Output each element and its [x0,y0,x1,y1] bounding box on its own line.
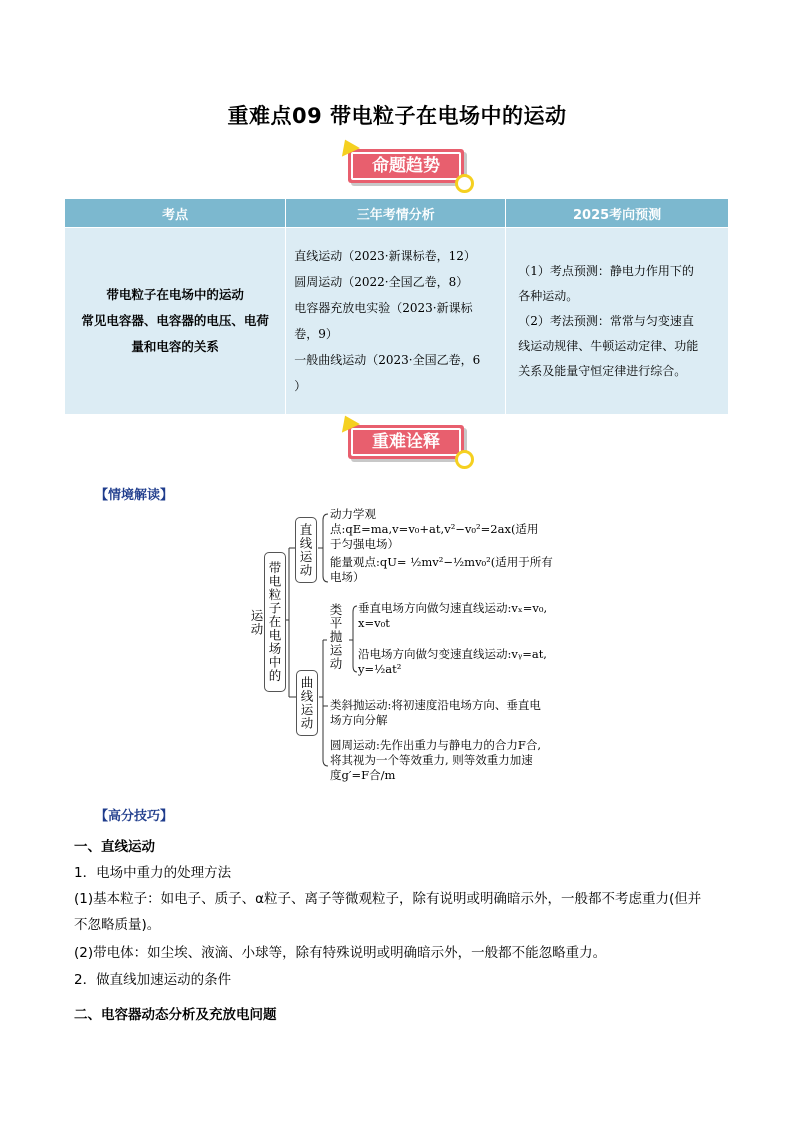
mindmap-line: 垂直电场方向做匀速直线运动:vₓ=v₀, [358,601,548,615]
cell-line: 量和电容的关系 [131,339,219,354]
table-header: 2025考向预测 [506,199,729,228]
cell-line: 带电粒子在电场中的运动 [106,287,244,302]
mindmap-branch-straight: 直线运动 [295,517,317,583]
banner-explain-label: 重难诠释 [372,432,440,452]
mindmap-line: 场方向分解 [330,713,388,727]
mindmap-root: 带电粒子在电场中的运动 [264,552,286,692]
mindmap-branch-curve: 曲线运动 [296,670,318,736]
mindmap-line: 度g′=F合/m [330,768,396,782]
cell-line: ） [294,379,307,393]
cell-line: 圆周运动（2022·全国乙卷，8） [294,275,469,289]
paragraph: (2)带电体：如尘埃、液滴、小球等，除有特殊说明或明确暗示外，一般都不能忽略重力。 [74,945,607,961]
heading-straight: 一、直线运动 [74,839,155,855]
table-header: 考点 [65,199,286,228]
mindmap-line: 沿电场方向做匀变速直线运动:vᵧ=at, [358,647,547,661]
heading-capacitor: 二、电容器动态分析及充放电问题 [74,1007,277,1023]
cell-line: 卷，9） [294,327,338,341]
cell-line: 电容器充放电实验（2023·新课标 [294,301,473,315]
cell-line: （2）考法预测：常常与匀变速直 [518,313,694,328]
mindmap-item [330,698,570,728]
cell-line: 线运动规律、牛顿运动定律、功能 [518,338,699,353]
page-title: 重难点09 带电粒子在电场中的运动 [227,104,567,128]
label-context: 【情境解读】 [95,488,174,503]
mindmap-line: 能量观点:qU= ½mv²−½mv₀²(适用于所有 [330,555,553,569]
cell-line: 一般曲线运动（2023·全国乙卷，6 [294,353,481,367]
mindmap-item [330,555,570,585]
mindmap-line: 电场） [330,570,365,584]
mindmap-sub-projectile: 类平抛运动 [328,603,343,671]
paragraph: 2．做直线加速运动的条件 [74,972,232,988]
paragraph: (1)基本粒子：如电子、质子、α粒子、离子等微观粒子，除有说明或明确暗示外，一般都不考虑重力(但并 [74,891,702,907]
label-skills: 【高分技巧】 [95,809,174,824]
table-header: 三年考情分析 [286,199,506,228]
paragraph: 1．电场中重力的处理方法 [74,865,232,881]
mindmap-item [330,738,570,783]
cell-line: 常见电容器、电容器的电压、电荷 [81,313,269,328]
mindmap-line: 将其视为一个等效重力, 则等效重力加速 [330,753,533,767]
mindmap-line: 类斜抛运动:将初速度沿电场方向、垂直电 [330,698,541,712]
mindmap-item [358,601,568,631]
mindmap-item [358,647,568,677]
mindmap-line: 于匀强电场） [330,537,399,551]
paragraph: 不忽略质量)。 [74,917,161,933]
cell-line: （1）考点预测：静电力作用下的 [518,263,694,278]
mindmap-line: 动力学观点:qE=ma,v=v₀+at,v²−v₀²=2ax(适用 [330,507,539,536]
cell-line: 关系及能量守恒定律进行综合。 [518,363,687,378]
banner-trend-label: 命题趋势 [372,156,440,176]
cell-line: 直线运动（2023·新课标卷，12） [294,249,476,263]
mindmap-line: x=v₀t [358,616,390,630]
mindmap-line: 圆周运动:先作出重力与静电力的合力F合, [330,738,542,752]
mindmap-line: y=½at² [358,662,402,676]
mindmap-item [330,507,570,552]
cell-line: 各种运动。 [518,288,579,303]
